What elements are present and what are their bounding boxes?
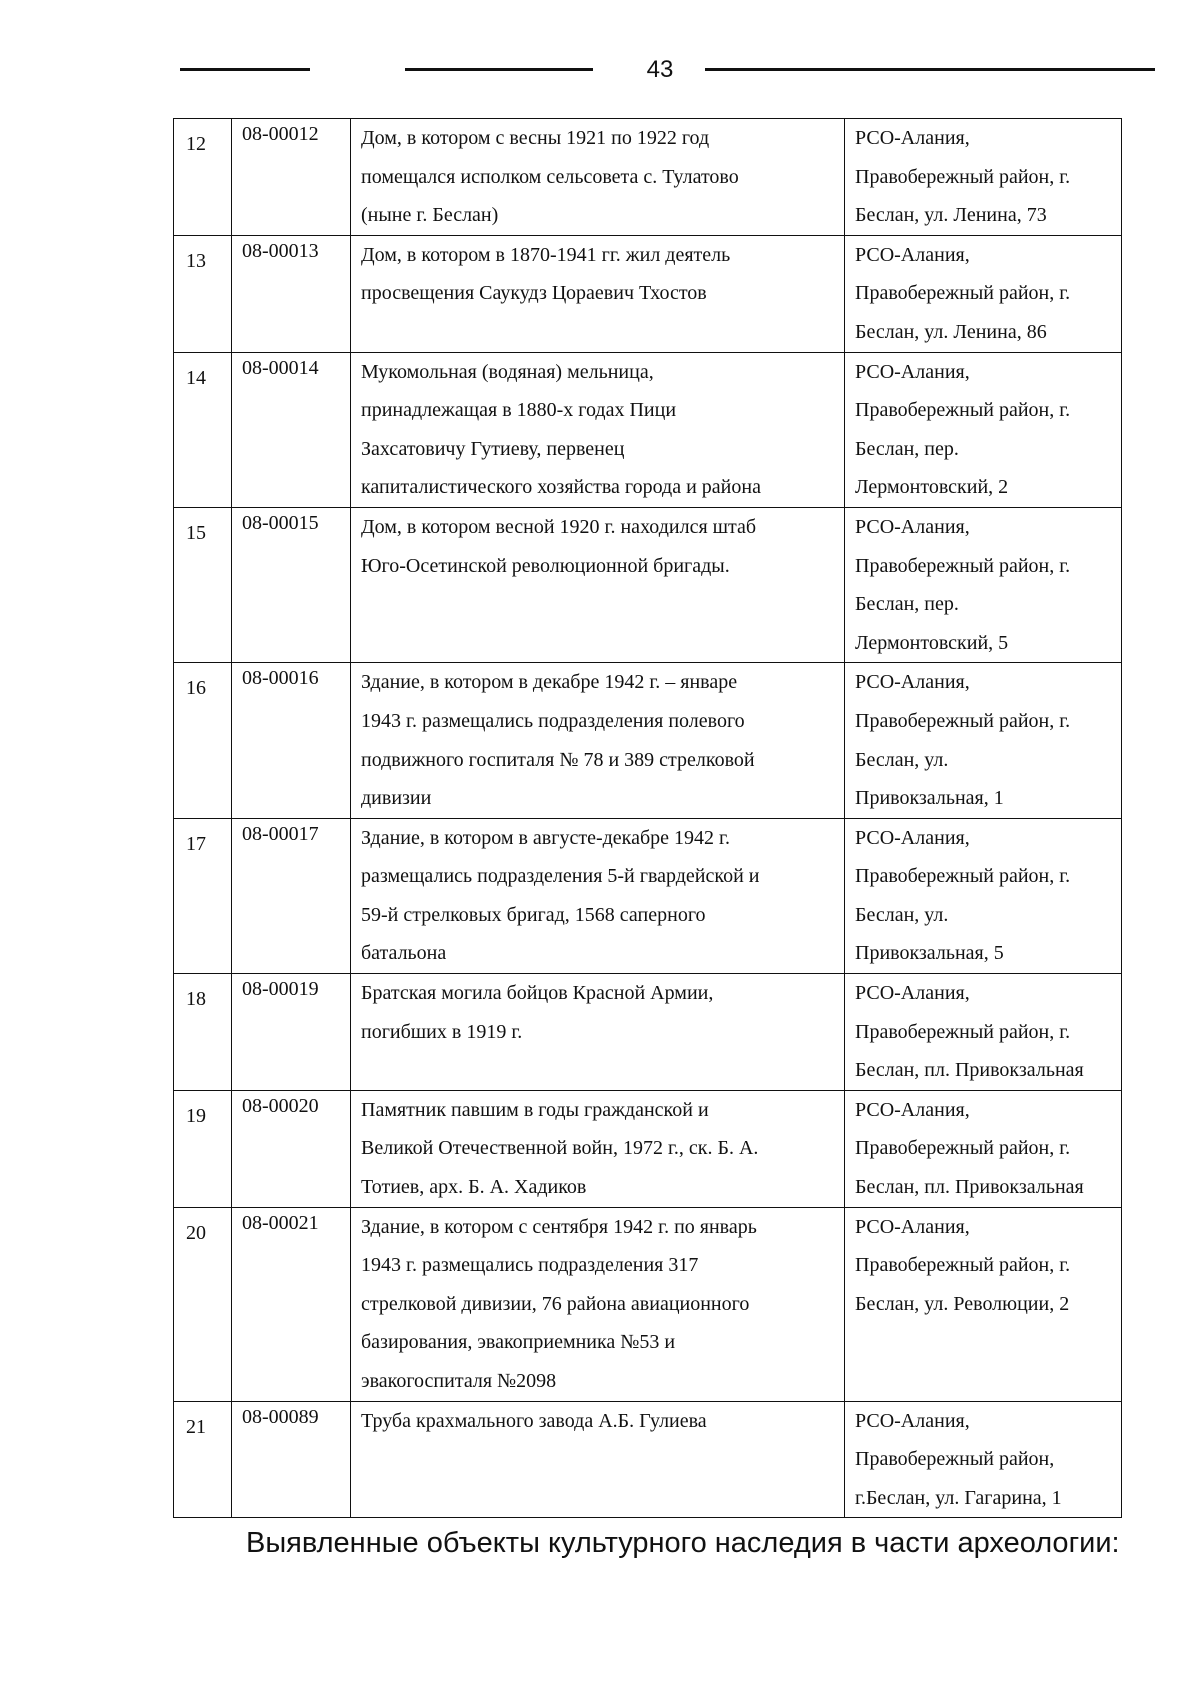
page-number: 43: [646, 56, 674, 83]
table-row: [174, 352, 1122, 507]
table-row: [174, 1207, 1122, 1401]
heritage-table: [173, 118, 1122, 1518]
registry-code: 08-00013: [242, 239, 319, 262]
address-line: Правобережный район, г.: [855, 1137, 1071, 1160]
address-cell: [845, 507, 1122, 662]
row-number: 19: [186, 1104, 206, 1127]
address-line: Беслан, пер.: [855, 593, 959, 616]
object-name-line: подвижного госпиталя № 78 и 389 стрелковой: [361, 748, 755, 771]
registry-code: 08-00020: [242, 1094, 319, 1117]
row-number: 16: [186, 677, 206, 700]
object-name-cell: [351, 1401, 845, 1518]
registry-code: 08-00012: [242, 123, 319, 145]
address-line: Беслан, ул.: [855, 903, 949, 926]
address-cell: [845, 119, 1122, 236]
row-number-cell: [174, 974, 232, 1091]
object-name-line: капиталистического хозяйства города и района: [361, 476, 761, 499]
object-name-cell: [351, 352, 845, 507]
object-name-cell: [351, 1207, 845, 1401]
address-line: Беслан, ул. Революции, 2: [855, 1292, 1070, 1315]
object-name-line: Дом, в котором с весны 1921 по 1922 год: [361, 127, 710, 149]
address-line: РСО-Алания,: [855, 127, 970, 149]
registry-code: 08-00089: [242, 1405, 319, 1428]
address-line: Правобережный район, г.: [855, 709, 1071, 732]
header-rule-3: [705, 68, 1155, 71]
object-name-line: Дом, в котором в 1870-1941 гг. жил деятель: [361, 243, 731, 266]
address-line: Правобережный район, г.: [855, 554, 1071, 577]
registry-code-cell: [232, 974, 351, 1091]
object-name-line: стрелковой дивизии, 76 района авиационного: [361, 1292, 750, 1315]
heritage-table-body: [174, 119, 1122, 1518]
address-line: Беслан, пл. Привокзальная: [855, 1059, 1084, 1082]
object-name-cell: [351, 818, 845, 973]
table-row: [174, 235, 1122, 352]
registry-code: 08-00019: [242, 978, 319, 1001]
address-line: Правобережный район, г.: [855, 282, 1071, 305]
object-name-cell: [351, 1090, 845, 1207]
address-line: Правобережный район, г.: [855, 165, 1071, 188]
table-row: [174, 507, 1122, 662]
object-name-line: эвакогоспиталя №2098: [361, 1370, 557, 1392]
address-line: РСО-Алания,: [855, 360, 970, 383]
row-number-cell: [174, 1090, 232, 1207]
address-line: Лермонтовский, 5: [855, 631, 1009, 654]
object-name-line: 59-й стрелковых бригад, 1568 саперного: [361, 903, 706, 926]
row-number: 21: [186, 1415, 206, 1438]
address-line: РСО-Алания,: [855, 1409, 970, 1432]
address-line: РСО-Алания,: [855, 1215, 970, 1238]
address-cell: [845, 1090, 1122, 1207]
address-line: Правобережный район,: [855, 1448, 1055, 1471]
address-line: Беслан, пл. Привокзальная: [855, 1176, 1084, 1199]
object-name-line: Захсатовичу Гутиеву, первенец: [361, 437, 625, 460]
object-name-cell: [351, 974, 845, 1091]
object-name-cell: [351, 119, 845, 236]
object-name-line: (ныне г. Беслан): [361, 204, 499, 227]
address-cell: [845, 1207, 1122, 1401]
object-name-line: Труба крахмального завода А.Б. Гулиева: [361, 1409, 707, 1432]
object-name-line: помещался исполком сельсовета с. Тулатово: [361, 165, 739, 188]
address-line: Правобережный район, г.: [855, 865, 1071, 888]
object-name-line: просвещения Саукудз Цораевич Тхостов: [361, 282, 707, 305]
object-name-line: Памятник павшим в годы гражданской и: [361, 1098, 709, 1121]
registry-code-cell: [232, 1401, 351, 1518]
address-line: г.Беслан, ул. Гагарина, 1: [855, 1486, 1062, 1509]
object-name-line: дивизии: [361, 787, 432, 810]
row-number: 20: [186, 1221, 206, 1244]
object-name-cell: [351, 507, 845, 662]
object-name-line: Братская могила бойцов Красной Армии,: [361, 982, 714, 1005]
address-line: Правобережный район, г.: [855, 1254, 1071, 1277]
address-line: РСО-Алания,: [855, 982, 970, 1005]
registry-code: 08-00016: [242, 667, 319, 690]
row-number-cell: [174, 1401, 232, 1518]
row-number-cell: [174, 663, 232, 818]
object-name-cell: [351, 663, 845, 818]
address-cell: [845, 352, 1122, 507]
registry-code-cell: [232, 352, 351, 507]
address-cell: [845, 1401, 1122, 1518]
row-number-cell: [174, 818, 232, 973]
address-cell: [845, 974, 1122, 1091]
row-number: 17: [186, 832, 206, 855]
object-name-line: батальона: [361, 942, 447, 965]
address-line: РСО-Алания,: [855, 671, 970, 694]
row-number: 14: [186, 366, 206, 389]
object-name-line: принадлежащая в 1880-х годах Пици: [361, 399, 677, 422]
registry-code: 08-00017: [242, 822, 319, 845]
registry-code: 08-00015: [242, 511, 319, 534]
address-cell: [845, 818, 1122, 973]
registry-code-cell: [232, 818, 351, 973]
registry-code-cell: [232, 119, 351, 236]
registry-code-cell: [232, 663, 351, 818]
object-name-line: Великой Отечественной войн, 1972 г., ск. Б. А.: [361, 1137, 759, 1160]
object-name-line: Здание, в котором в августе-декабре 1942 г.: [361, 826, 730, 849]
object-name-line: Тотиев, арх. Б. А. Хадиков: [361, 1176, 587, 1199]
table-row: [174, 1090, 1122, 1207]
object-name-line: размещались подразделения 5-й гвардейской и: [361, 865, 760, 888]
row-number: 13: [186, 249, 206, 272]
registry-code-cell: [232, 507, 351, 662]
object-name-cell: [351, 235, 845, 352]
registry-code-cell: [232, 1207, 351, 1401]
object-name-line: 1943 г. размещались подразделения 317: [361, 1254, 699, 1277]
registry-code-cell: [232, 235, 351, 352]
address-cell: [845, 663, 1122, 818]
address-line: РСО-Алания,: [855, 826, 970, 849]
row-number-cell: [174, 507, 232, 662]
object-name-line: 1943 г. размещались подразделения полевого: [361, 709, 745, 732]
archaeology-heading: Выявленные объекты культурного наследия в части археологии:: [246, 1527, 1120, 1559]
table-row: [174, 119, 1122, 236]
row-number-cell: [174, 352, 232, 507]
object-name-line: Здание, в котором в декабре 1942 г. – январе: [361, 671, 738, 694]
table-row: [174, 818, 1122, 973]
table-row: [174, 1401, 1122, 1518]
registry-code: 08-00021: [242, 1211, 319, 1234]
address-line: Лермонтовский, 2: [855, 476, 1009, 499]
registry-code: 08-00014: [242, 356, 319, 379]
address-line: РСО-Алания,: [855, 515, 970, 538]
object-name-line: Здание, в котором с сентября 1942 г. по январь: [361, 1215, 757, 1238]
row-number: 18: [186, 988, 206, 1011]
address-line: Беслан, ул. Ленина, 73: [855, 204, 1047, 227]
address-line: Правобережный район, г.: [855, 1020, 1071, 1043]
address-line: Беслан, ул.: [855, 748, 949, 771]
object-name-line: погибших в 1919 г.: [361, 1020, 523, 1043]
header-rule-2: [405, 68, 593, 71]
address-line: Беслан, ул. Ленина, 86: [855, 320, 1047, 343]
row-number-cell: [174, 1207, 232, 1401]
header-rule-1: [180, 68, 310, 71]
row-number: 12: [186, 133, 206, 155]
object-name-line: Дом, в котором весной 1920 г. находился штаб: [361, 515, 757, 538]
table-row: [174, 663, 1122, 818]
address-line: РСО-Алания,: [855, 1098, 970, 1121]
address-line: РСО-Алания,: [855, 243, 970, 266]
row-number: 15: [186, 521, 206, 544]
object-name-line: базирования, эвакоприемника №53 и: [361, 1331, 676, 1354]
address-line: Привокзальная, 5: [855, 942, 1004, 965]
table-row: [174, 974, 1122, 1091]
object-name-line: Мукомольная (водяная) мельница,: [361, 360, 654, 383]
address-line: Правобережный район, г.: [855, 399, 1071, 422]
address-cell: [845, 235, 1122, 352]
registry-code-cell: [232, 1090, 351, 1207]
object-name-line: Юго-Осетинской революционной бригады.: [361, 554, 730, 577]
address-line: Привокзальная, 1: [855, 787, 1004, 810]
row-number-cell: [174, 235, 232, 352]
address-line: Беслан, пер.: [855, 437, 959, 460]
row-number-cell: [174, 119, 232, 236]
